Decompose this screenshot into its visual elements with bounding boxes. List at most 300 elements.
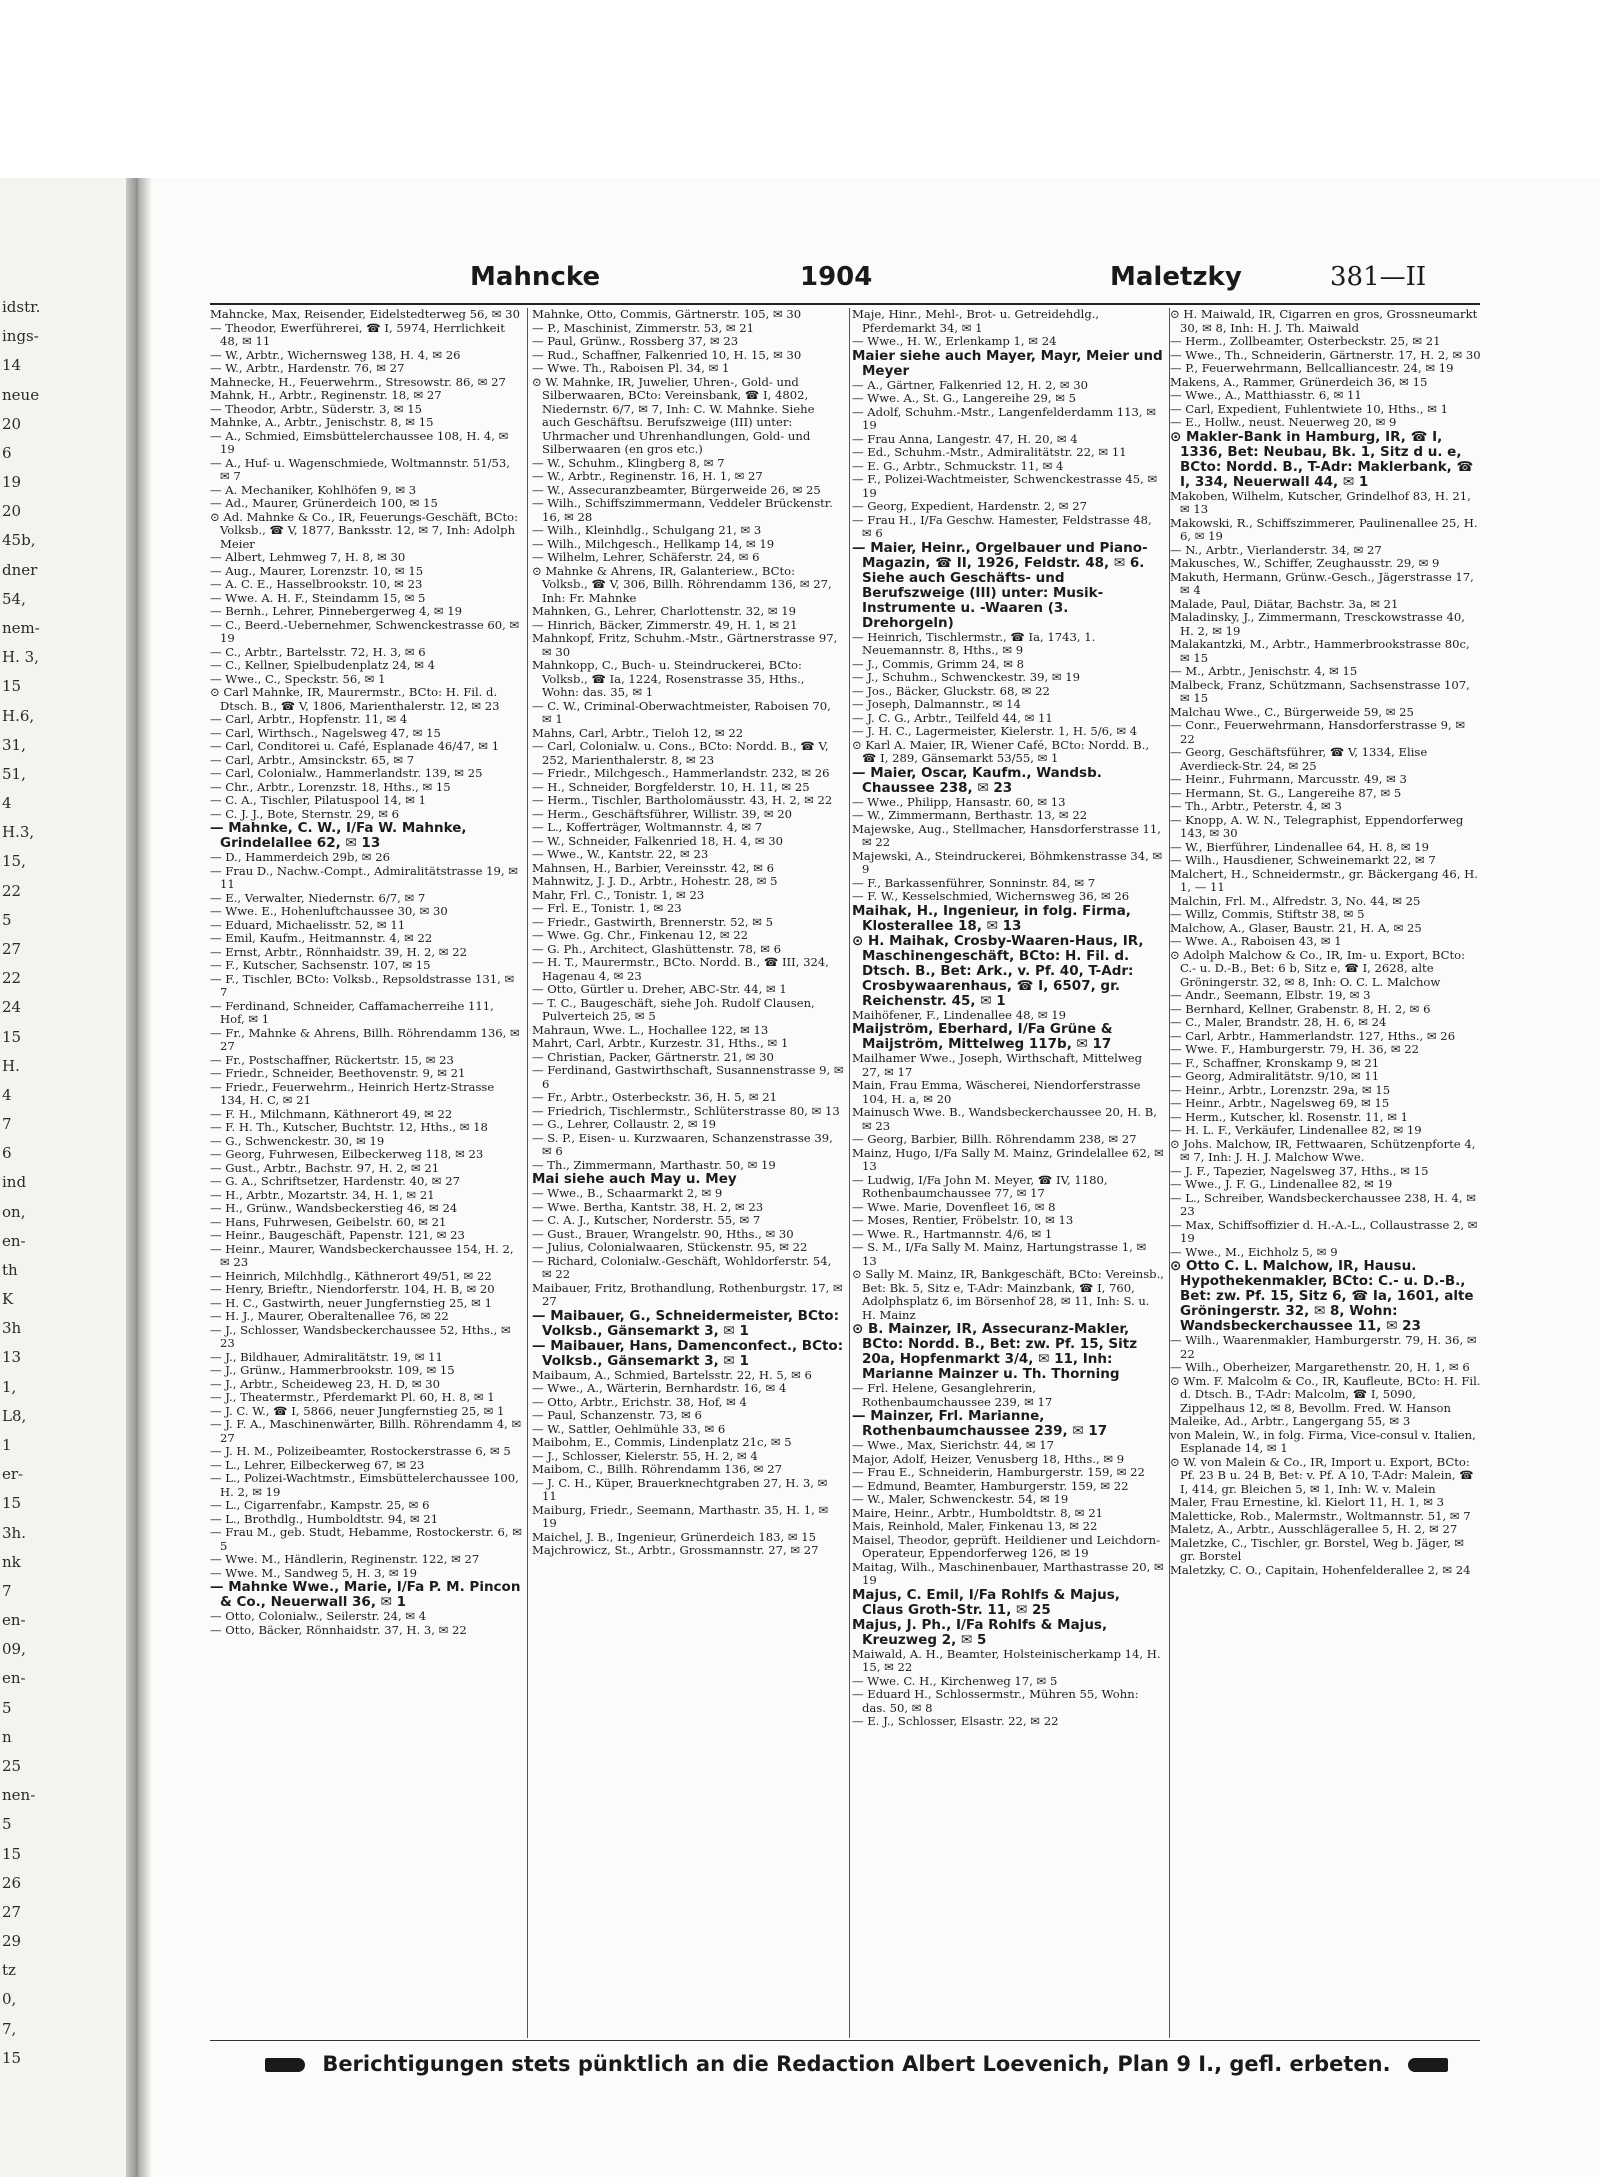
directory-entry: Maihak, H., Ingenieur, in folg. Firma, Klosterallee 18, ✉ 13 <box>852 902 1131 934</box>
previous-page-fragment: 3h. <box>2 1523 26 1542</box>
directory-entry: ⊙ B. Mainzer, IR, Assecuranz-Makler, BCto: Nordd. B., Bet: zw. Pf. 15, Sitz 20a, Hopfenmarkt 3/4, ✉ 11, Inh: Marianne Mainzer u. Th. Thorning <box>852 1321 1138 1382</box>
directory-entry: — Hans, Fuhrwesen, Geibelstr. 60, ✉ 21 <box>210 1214 447 1229</box>
directory-entry: — Paul, Schanzenstr. 73, ✉ 6 <box>532 1408 702 1422</box>
directory-entry: — H., Grünw., Wandsbeckerstieg 46, ✉ 24 <box>210 1201 458 1215</box>
directory-entry: — F., Barkassenführer, Sonninstr. 84, ✉ 7 <box>852 875 1096 890</box>
directory-entry: Mahnsen, H., Barbier, Vereinsstr. 42, ✉ 6 <box>532 860 774 875</box>
previous-page-fragment: 26 <box>2 1873 22 1892</box>
previous-page-fragment: nk <box>2 1552 21 1571</box>
directory-entry: — G., Schwenckestr. 30, ✉ 19 <box>210 1133 385 1148</box>
directory-entry: — A. C. E., Hasselbrookstr. 10, ✉ 23 <box>210 577 423 591</box>
directory-entry: — Otto, Arbtr., Erichstr. 38, Hof, ✉ 4 <box>532 1394 747 1409</box>
directory-entry: — Chr., Arbtr., Lorenzstr. 18, Hths., ✉ 15 <box>210 779 451 794</box>
previous-page-fragment: K <box>2 1290 14 1309</box>
directory-entry: — Fr., Postschaffner, Rückertstr. 15, ✉ 23 <box>210 1052 454 1067</box>
directory-entry: — Herm., Zollbeamter, Osterbeckstr. 25, ✉ 21 <box>1170 334 1441 348</box>
directory-entry: — Maibauer, G., Schneidermeister, BCto: Volksb., Gänsemarkt 3, ✉ 1 <box>532 1307 839 1339</box>
directory-entry: — Wwe. E., Hohenluftchaussee 30, ✉ 30 <box>210 904 448 918</box>
directory-entry: — Fr., Arbtr., Osterbeckstr. 36, H. 5, ✉ 21 <box>532 1090 778 1104</box>
directory-entry: Maihöfener, F., Lindenallee 48, ✉ 19 <box>852 1007 1066 1022</box>
directory-entry: — L., Kofferträger, Woltmannstr. 4, ✉ 7 <box>532 820 763 834</box>
previous-page-fragment: er- <box>2 1465 24 1484</box>
previous-page-fragment: 27 <box>2 1902 22 1921</box>
directory-entry: Maier siehe auch Mayer, Mayr, Meier und Meyer <box>852 347 1163 379</box>
previous-page-fragment: ind <box>2 1173 27 1192</box>
directory-entry: — F. H., Milchmann, Käthnerort 49, ✉ 22 <box>210 1106 453 1121</box>
directory-entry: — P., Maschinist, Zimmerstr. 53, ✉ 21 <box>532 320 755 335</box>
directory-entry: — Heinrich, Tischlermstr., ☎ Ia, 1743, 1. Neuemannstr. 8, Hths., ✉ 9 <box>852 629 1096 657</box>
directory-entry: — Ferdinand, Gastwirthschaft, Susannenstrasse 9, ✉ 6 <box>532 1063 844 1091</box>
previous-page-fragment: th <box>2 1260 18 1279</box>
directory-entry: Makoben, Wilhelm, Kutscher, Grindelhof 83, H. 21, ✉ 13 <box>1170 488 1471 516</box>
directory-entry: — F., Kutscher, Sachsenstr. 107, ✉ 15 <box>210 958 431 972</box>
previous-page-fragment: on, <box>2 1202 26 1221</box>
directory-entry: — Frau Anna, Langestr. 47, H. 20, ✉ 4 <box>852 431 1078 446</box>
directory-entry: — H., Arbtr., Mozartstr. 34, H. 1, ✉ 21 <box>210 1187 435 1202</box>
directory-entry: — Wwe. C. H., Kirchenweg 17, ✉ 5 <box>852 1673 1058 1688</box>
directory-entry: — M., Arbtr., Jenischstr. 4, ✉ 15 <box>1170 664 1358 678</box>
previous-page-fragment: 22 <box>2 881 22 900</box>
directory-entry: Maler, Frau Ernestine, kl. Kielort 11, H. 1, ✉ 3 <box>1170 1495 1445 1509</box>
directory-entry: — P., Feuerwehrmann, Bellcalliancestr. 24, ✉ 19 <box>1170 361 1454 375</box>
directory-entry: — Wilh., Kleinhdlg., Schulgang 21, ✉ 3 <box>532 523 762 537</box>
directory-entry: — D., Hammerdeich 29b, ✉ 26 <box>210 850 390 864</box>
directory-entry: — L., Brothdlg., Humboldtstr. 94, ✉ 21 <box>210 1511 439 1526</box>
directory-entry: — Wwe. M., Händlerin, Reginenstr. 122, ✉ 27 <box>210 1552 480 1566</box>
previous-page-fragment: nem- <box>2 618 40 637</box>
directory-entry: — E. J., Schlosser, Elsastr. 22, ✉ 22 <box>852 1714 1059 1728</box>
directory-entry: — Herm., Tischler, Bartholomäusstr. 43, H. 2, ✉ 22 <box>532 793 833 807</box>
directory-entry: — Eduard, Michaelisstr. 52, ✉ 11 <box>210 917 406 932</box>
directory-entry: — Henry, Brieftr., Niendorferstr. 104, H. B, ✉ 20 <box>210 1282 495 1296</box>
directory-entry: Mainz, Hugo, I/Fa Sally M. Mainz, Grindelallee 62, ✉ 13 <box>852 1145 1164 1173</box>
directory-entry: ⊙ W. von Malein & Co., IR, Import u. Export, BCto: Pf. 23 B u. 24 B, Bet: v. Pf. A 10, T-Adr: Malein, ☎ I, 414, gr. Bleichen 5, ✉ 1, Inh: W. v. Malein <box>1170 1454 1474 1496</box>
directory-entry: ⊙ W. Mahnke, IR, Juwelier, Uhren-, Gold- und Silberwaaren, BCto: Vereinsbank, ☎ I, 4802, Niedernstr. 6/7, ✉ 7, Inh: C. W. Mahnke. Siehe auch Geschäftsu. Berufszweige (III) unter: Uhrmacher und Uhrenhandlungen, Gold- und Silberwaaren (en gros etc.) <box>532 374 815 456</box>
directory-entry: Malchert, H., Schneidermstr., gr. Bäckergang 46, H. 1, — 11 <box>1170 866 1478 894</box>
directory-entry: — L., Lehrer, Eilbeckerweg 67, ✉ 23 <box>210 1457 425 1472</box>
directory-entry: — Friedr., Schneider, Beethovenstr. 9, ✉ 21 <box>210 1066 466 1080</box>
previous-page-fragment: 5 <box>2 910 12 929</box>
directory-entry: — Emil, Kaufm., Heitmannstr. 4, ✉ 22 <box>210 931 433 945</box>
directory-entry: Maletzky, C. O., Capitain, Hohenfelderallee 2, ✉ 24 <box>1170 1562 1471 1577</box>
directory-entry: ⊙ Sally M. Mainz, IR, Bankgeschäft, BCto: Vereinsb., Bet: Bk. 5, Sitz e, T-Adr: Mainzbank, ☎ I, 760, Adolphsplatz 6, im Börsenhof 28, ✉ 11, Inh: S. u. H. Mainz <box>852 1267 1164 1322</box>
directory-entry: Majus, C. Emil, I/Fa Rohlfs & Majus, Claus Groth-Str. 11, ✉ 25 <box>852 1586 1120 1618</box>
previous-page-fragment: en- <box>2 1669 26 1688</box>
directory-entry: Mahnke, Otto, Commis, Gärtnerstr. 105, ✉ 30 <box>532 308 802 321</box>
directory-entry: — A. Mechaniker, Kohlhöfen 9, ✉ 3 <box>210 482 417 497</box>
directory-entry: — Carl, Arbtr., Amsinckstr. 65, ✉ 7 <box>210 752 415 767</box>
directory-entry: Majewski, A., Steindruckerei, Böhmkenstrasse 34, ✉ 9 <box>852 848 1163 876</box>
previous-page-edge <box>0 178 138 2177</box>
directory-entry: — Wwe., W., Kantstr. 22, ✉ 23 <box>532 847 709 861</box>
directory-entry: Mahns, Carl, Arbtr., Tieloh 12, ✉ 22 <box>532 725 744 740</box>
previous-page-fragment: 14 <box>2 356 22 375</box>
directory-entry: Maleike, Ad., Arbtr., Langergang 55, ✉ 3 <box>1170 1414 1411 1428</box>
directory-entry: — Wwe., A., Wärterin, Bernhardstr. 16, ✉ 4 <box>532 1381 787 1395</box>
previous-page-fragment: en- <box>2 1611 26 1630</box>
previous-page-fragment: 29 <box>2 1932 22 1951</box>
directory-entry: Malchin, Frl. M., Alfredstr. 3, No. 44, ✉ 25 <box>1170 893 1421 908</box>
directory-entry: — C., Maler, Brandstr. 28, H. 6, ✉ 24 <box>1170 1015 1387 1029</box>
header-right-word: Maletzky <box>1110 262 1242 292</box>
directory-entry: ⊙ Otto C. L. Malchow, IR, Hausu. Hypothekenmakler, BCto: C.- u. D.-B., Bet: zw. Pf. 15, Sitz 6, ☎ Ia, 1601, alte Gröningerstr. 32, ✉ 8, Wohn: Wandsbeckerchaussee 11, ✉ 23 <box>1170 1258 1474 1334</box>
directory-entry: Maibom, C., Billh. Röhrendamm 136, ✉ 27 <box>532 1462 782 1476</box>
previous-page-fragment: 51, <box>2 764 26 783</box>
previous-page-fragment: 7 <box>2 1115 12 1134</box>
directory-entry: Maje, Hinr., Mehl-, Brot- u. Getreidehdlg., Pferdemarkt 34, ✉ 1 <box>852 308 1100 335</box>
directory-entry: — J. H. M., Polizeibeamter, Rostockerstrasse 6, ✉ 5 <box>210 1444 511 1458</box>
directory-entry: — H. T., Maurermstr., BCto. Nordd. B., ☎ III, 324, Hagenau 4, ✉ 23 <box>532 955 829 983</box>
directory-entry: — Ludwig, I/Fa John M. Meyer, ☎ IV, 1180, Rothenbaumchaussee 77, ✉ 17 <box>852 1172 1108 1200</box>
directory-entry: — A., Huf- u. Wagenschmiede, Woltmannstr. 51/53, ✉ 7 <box>210 455 510 483</box>
directory-entry: — Bernhard, Kellner, Grabenstr. 8, H. 2, ✉ 6 <box>1170 1001 1431 1016</box>
column-divider <box>849 308 850 2038</box>
directory-entry: Malakantzki, M., Arbtr., Hammerbrookstrasse 80c, ✉ 15 <box>1170 637 1470 665</box>
directory-entry: — Albert, Lehmweg 7, H. 8, ✉ 30 <box>210 550 406 564</box>
directory-entry: — Max, Schiffsoffizier d. H.-A.-L., Collaustrasse 2, ✉ 19 <box>1170 1217 1478 1245</box>
previous-page-fragment: 15 <box>2 677 22 696</box>
previous-page-fragment: H. 3, <box>2 648 39 667</box>
directory-entry: — W., Maler, Schwenckestr. 54, ✉ 19 <box>852 1492 1069 1506</box>
directory-entry: — Wwe., Th., Schneiderin, Gärtnerstr. 17, H. 2, ✉ 30 <box>1170 347 1481 362</box>
directory-entry: — G. Ph., Architect, Glashüttenstr. 78, ✉ 6 <box>532 941 782 956</box>
previous-page-fragment: 1, <box>2 1377 17 1396</box>
directory-entry: — W., Arbtr., Hardenstr. 76, ✉ 27 <box>210 361 405 375</box>
directory-entry: — Georg, Barbier, Billh. Röhrendamm 238, ✉ 27 <box>852 1132 1137 1146</box>
directory-entry: — A., Gärtner, Falkenried 12, H. 2, ✉ 30 <box>852 377 1089 392</box>
directory-entry: — Frl. Helene, Gesanglehrerin, Rothenbaumchaussee 239, ✉ 17 <box>852 1381 1053 1409</box>
directory-entry: — Friedrich, Tischlermstr., Schlüterstrasse 80, ✉ 13 <box>532 1103 840 1118</box>
directory-entry: — Christian, Packer, Gärtnerstr. 21, ✉ 30 <box>532 1049 774 1064</box>
directory-entry: — Herm., Geschäftsführer, Willistr. 39, ✉ 20 <box>532 806 793 821</box>
header-year: 1904 <box>800 262 873 292</box>
directory-entry: — Carl, Wirthsch., Nagelsweg 47, ✉ 15 <box>210 725 441 740</box>
directory-entry: Makens, A., Rammer, Grünerdeich 36, ✉ 15 <box>1170 374 1428 389</box>
directory-entry: — Heinr., Arbtr., Nagelsweg 69, ✉ 15 <box>1170 1096 1390 1110</box>
directory-entry: Majus, J. Ph., I/Fa Rohlfs & Majus, Kreuzweg 2, ✉ 5 <box>852 1616 1108 1648</box>
directory-entry: Mahr, Frl. C., Tonistr. 1, ✉ 23 <box>532 887 705 902</box>
directory-entry: — J., Commis, Grimm 24, ✉ 8 <box>852 656 1025 671</box>
previous-page-fragment: L8, <box>2 1406 27 1425</box>
directory-entry: Mai siehe auch May u. Mey <box>532 1171 737 1187</box>
directory-entry: — Wilh., Waarenmakler, Hamburgerstr. 79, H. 36, ✉ 22 <box>1170 1333 1477 1361</box>
directory-entry: Maiwald, A. H., Beamter, Holsteinischerkamp 14, H. 15, ✉ 22 <box>852 1646 1161 1674</box>
directory-entry: — Wwe. Gg. Chr., Finkenau 12, ✉ 22 <box>532 928 748 942</box>
directory-entry: — Wwe., H. W., Erlenkamp 1, ✉ 24 <box>852 334 1057 348</box>
directory-entry: ⊙ Johs. Malchow, IR, Fettwaaren, Schützenpforte 4, ✉ 7, Inh: J. H. J. Malchow Wwe. <box>1170 1136 1476 1164</box>
directory-entry: — L., Polizei-Wachtmstr., Eimsbüttelerchaussee 100, H. 2, ✉ 19 <box>210 1471 519 1499</box>
previous-page-fragment: en- <box>2 1231 26 1250</box>
directory-entry: Maladinsky, J., Zimmermann, Tresckowstrasse 40, H. 2, ✉ 19 <box>1170 610 1465 638</box>
directory-entry: — F., Tischler, BCto: Volksb., Repsoldstrasse 131, ✉ 7 <box>210 971 515 999</box>
directory-entry: — Wwe. A. H. F., Steindamm 15, ✉ 5 <box>210 590 426 605</box>
directory-entry: — Wilh., Oberheizer, Margarethenstr. 20, H. 1, ✉ 6 <box>1170 1360 1470 1374</box>
previous-page-fragment: n <box>2 1727 12 1746</box>
previous-page-fragment: ings- <box>2 327 39 346</box>
previous-page-fragment: 13 <box>2 1348 22 1367</box>
directory-entry: — Wilhelm, Lehrer, Schäferstr. 24, ✉ 6 <box>532 550 760 564</box>
directory-entry: — C. A., Tischler, Pilatuspool 14, ✉ 1 <box>210 793 426 807</box>
directory-entry: — J. H. C., Lagermeister, Kielerstr. 1, H. 5/6, ✉ 4 <box>852 724 1138 738</box>
directory-entry: — Aug., Maurer, Lorenzstr. 10, ✉ 15 <box>210 563 424 578</box>
directory-entry: Maibauer, Fritz, Brothandlung, Rothenburgstr. 17, ✉ 27 <box>532 1280 843 1308</box>
previous-page-fragment: 3h <box>2 1319 22 1338</box>
directory-entry: Maibohm, E., Commis, Lindenplatz 21c, ✉ 5 <box>532 1435 792 1449</box>
directory-entry: Maisel, Theodor, geprüft. Heildiener und Leichdorn-Operateur, Eppendorferweg 126, ✉ 19 <box>852 1532 1161 1560</box>
directory-entry: — Mahnke, C. W., I/Fa W. Mahnke, Grindelallee 62, ✉ 13 <box>210 820 467 851</box>
column-3 <box>852 308 1164 2038</box>
directory-entry: — Wwe. Marie, Dovenfleet 16, ✉ 8 <box>852 1199 1056 1214</box>
directory-entry: — Theodor, Ewerführerei, ☎ I, 5974, Herrlichkeit 48, ✉ 11 <box>210 320 505 348</box>
directory-entry: — Ernst, Arbtr., Rönnhaidstr. 39, H. 2, ✉ 22 <box>210 944 467 959</box>
directory-entry: — Frl. E., Tonistr. 1, ✉ 23 <box>532 901 682 915</box>
directory-entry: — H. L. F., Verkäufer, Lindenallee 82, ✉ 19 <box>1170 1123 1422 1137</box>
directory-entry: — Otto, Bäcker, Rönnhaidstr. 37, H. 3, ✉ 22 <box>210 1622 467 1637</box>
directory-entry: — E., Hollw., neust. Neuerweg 20, ✉ 9 <box>1170 415 1397 429</box>
directory-entry: Mahnken, G., Lehrer, Charlottenstr. 32, ✉ 19 <box>532 604 797 618</box>
directory-entry: Maletticke, Rob., Malermstr., Woltmannstr. 51, ✉ 7 <box>1170 1508 1471 1523</box>
previous-page-fragment: dner <box>2 560 38 579</box>
directory-entry: — Friedr., Milchgesch., Hammerlandstr. 232, ✉ 26 <box>532 766 830 780</box>
directory-entry: — J. C. G., Arbtr., Teilfeld 44, ✉ 11 <box>852 710 1053 725</box>
directory-entry: — J. C. H., Küper, Brauerknechtgraben 27, H. 3, ✉ 11 <box>532 1475 828 1503</box>
previous-page-fragment: 45b, <box>2 531 36 550</box>
directory-entry: — H., Schneider, Borgfelderstr. 10, H. 11, ✉ 25 <box>532 779 810 794</box>
directory-entry: — Mainzer, Frl. Marianne, Rothenbaumchaussee 239, ✉ 17 <box>852 1408 1108 1439</box>
directory-entry: Main, Frau Emma, Wäscherei, Niendorferstrasse 104, H. a, ✉ 20 <box>852 1078 1141 1106</box>
previous-page-fragment: 4 <box>2 1085 12 1104</box>
directory-entry: Mainusch Wwe. B., Wandsbeckerchaussee 20, H. B, ✉ 23 <box>852 1105 1157 1133</box>
directory-entry: Maire, Heinr., Arbtr., Humboldtstr. 8, ✉ 21 <box>852 1505 1103 1520</box>
directory-entry: — W., Schuhm., Klingberg 8, ✉ 7 <box>532 455 725 470</box>
directory-entry: Mahnkopp, C., Buch- u. Steindruckerei, BCto: Volksb., ☎ Ia, 1224, Rosenstrasse 35, Hths., Wohn: das. 35, ✉ 1 <box>532 658 805 699</box>
directory-entry: Malade, Paul, Diätar, Bachstr. 3a, ✉ 21 <box>1170 596 1399 611</box>
directory-entry: — Wilh., Milchgesch., Hellkamp 14, ✉ 19 <box>532 536 775 551</box>
directory-entry: — Wwe., J. F. G., Lindenallee 82, ✉ 19 <box>1170 1177 1393 1191</box>
directory-entry: Makuth, Hermann, Grünw.-Gesch., Jägerstrasse 17, ✉ 4 <box>1170 569 1474 597</box>
directory-entry: — Wwe., M., Eichholz 5, ✉ 9 <box>1170 1244 1338 1259</box>
page-gutter <box>126 178 138 2177</box>
previous-page-fragment: nen- <box>2 1786 36 1805</box>
previous-page-fragment: 7, <box>2 2019 17 2038</box>
directory-entry: — Maier, Heinr., Orgelbauer und Piano-Magazin, ☎ II, 1926, Feldstr. 48, ✉ 6. Siehe auch Geschäfts- und Berufszweige (III) unter: Musik-Instrumente u. -Waaren (3. Drehorgeln) <box>852 539 1148 631</box>
directory-entry: Maichel, J. B., Ingenieur, Grünerdeich 183, ✉ 15 <box>532 1529 816 1544</box>
directory-entry: ⊙ Wm. F. Malcolm & Co., IR, Kaufleute, BCto: H. Fil. d. Dtsch. B., T-Adr: Malcolm, ☎ I, 5090, Zippelhaus 12, ✉ 8, Bevollm. Fred. W. Hanson <box>1170 1373 1481 1415</box>
previous-page-fragment: 6 <box>2 443 12 462</box>
directory-entry: Mahnk, H., Arbtr., Reginenstr. 18, ✉ 27 <box>210 388 442 402</box>
previous-page-fragment: 31, <box>2 735 26 754</box>
directory-entry: — J. C. W., ☎ I, 5866, neuer Jungfernstieg 25, ✉ 1 <box>210 1403 505 1418</box>
directory-entry: — G. A., Schriftsetzer, Hardenstr. 40, ✉ 27 <box>210 1174 460 1188</box>
directory-entry: ⊙ Mahnke & Ahrens, IR, Galanteriew., BCto: Volksb., ☎ V, 306, Billh. Röhrendamm 136, ✉ 27, Inh: Fr. Mahnke <box>532 563 832 605</box>
directory-entry: — Frau H., I/Fa Geschw. Hamester, Feldstrasse 48, ✉ 6 <box>852 512 1152 540</box>
directory-entry: — Th., Arbtr., Peterstr. 4, ✉ 3 <box>1170 799 1342 813</box>
footer-rule <box>210 2040 1480 2041</box>
directory-entry: — C. A. J., Kutscher, Norderstr. 55, ✉ 7 <box>532 1213 761 1227</box>
directory-entry: — Heinrich, Milchhdlg., Käthnerort 49/51, ✉ 22 <box>210 1268 492 1283</box>
column-divider <box>527 308 528 2038</box>
directory-entry: — W., Sattler, Oehlmühle 33, ✉ 6 <box>532 1421 726 1436</box>
footer-notice <box>255 2052 1455 2076</box>
directory-entry: — Otto, Colonialw., Seilerstr. 24, ✉ 4 <box>210 1609 427 1623</box>
directory-entry: — Jos., Bäcker, Gluckstr. 68, ✉ 22 <box>852 683 1050 698</box>
directory-entry: — Paul, Grünw., Rossberg 37, ✉ 23 <box>532 334 739 348</box>
directory-entry: — Herm., Kutscher, kl. Rosenstr. 11, ✉ 1 <box>1170 1109 1409 1124</box>
directory-entry: Major, Adolf, Heizer, Venusberg 18, Hths., ✉ 9 <box>852 1451 1125 1466</box>
directory-entry: Mahrt, Carl, Arbtr., Kurzestr. 31, Hths., ✉ 1 <box>532 1036 789 1050</box>
directory-entry: ⊙ H. Maihak, Crosby-Waaren-Haus, IR, Maschinengeschäft, BCto: H. Fil. d. Dtsch. B., Bet: Ark., v. Pf. 40, T-Adr: Crosbywaarenhaus, ☎ I, 6507, gr. Reichenstr. 45, ✉ 1 <box>852 932 1144 1009</box>
directory-entry: — Frau E., Schneiderin, Hamburgerstr. 159, ✉ 22 <box>852 1465 1145 1479</box>
directory-entry: — Ferdinand, Schneider, Caffamacherreihe 111, Hof, ✉ 1 <box>210 998 494 1026</box>
directory-entry: — J., Arbtr., Scheideweg 23, H. D, ✉ 30 <box>210 1376 441 1391</box>
previous-page-fragment: 09, <box>2 1640 26 1659</box>
directory-entry: — Rud., Schaffner, Falkenried 10, H. 15, ✉ 30 <box>532 347 802 362</box>
previous-page-fragment: 15, <box>2 852 26 871</box>
directory-entry: — C. J. J., Bote, Sternstr. 29, ✉ 6 <box>210 806 400 821</box>
directory-entry: — T. C., Baugeschäft, siehe Joh. Rudolf Clausen, Pulverteich 25, ✉ 5 <box>532 995 815 1023</box>
pointing-hand-icon <box>265 2058 305 2072</box>
directory-entry: — G., Lehrer, Collaustr. 2, ✉ 19 <box>532 1117 717 1131</box>
directory-entry: — Fr., Mahnke & Ahrens, Billh. Röhrendamm 136, ✉ 27 <box>210 1025 520 1053</box>
page-gutter-shadow <box>138 178 152 2177</box>
header-rule <box>210 303 1480 305</box>
directory-entry: Maletzke, C., Tischler, gr. Borstel, Weg b. Jäger, ✉ gr. Borstel <box>1170 1535 1465 1563</box>
directory-entry: — C. W., Criminal-Oberwachtmeister, Raboisen 70, ✉ 1 <box>532 698 831 726</box>
header-left-word: Mahncke <box>470 262 601 292</box>
directory-entry: — C., Beerd.-Uebernehmer, Schwenckestrasse 60, ✉ 19 <box>210 617 520 645</box>
page-number: 381—II <box>1330 262 1427 292</box>
directory-entry: — Willz, Commis, Stiftstr 38, ✉ 5 <box>1170 907 1365 921</box>
previous-page-fragment: 25 <box>2 1757 22 1776</box>
directory-entry: — Edmund, Beamter, Hamburgerstr. 159, ✉ 22 <box>852 1478 1129 1493</box>
directory-entry: — Wwe., C., Speckstr. 56, ✉ 1 <box>210 671 386 686</box>
previous-page-fragment: 5 <box>2 1698 12 1717</box>
directory-entry: — Maibauer, Hans, Damenconfect., BCto: Volksb., Gänsemarkt 3, ✉ 1 <box>532 1337 844 1369</box>
directory-entry: — J., Schlosser, Wandsbeckerchaussee 52, Hths., ✉ 23 <box>210 1322 511 1350</box>
directory-entry: — F., Schaffner, Kronskamp 9, ✉ 21 <box>1170 1055 1380 1070</box>
column-2 <box>532 308 844 2038</box>
directory-entry: — Joseph, Dalmannstr., ✉ 14 <box>852 697 1021 711</box>
directory-entry: — Frau M., geb. Studt, Hebamme, Rostockerstr. 6, ✉ 5 <box>210 1525 522 1553</box>
directory-entry: — Georg, Expedient, Hardenstr. 2, ✉ 27 <box>852 499 1087 513</box>
directory-entry: — Wwe. F., Hamburgerstr. 79, H. 36, ✉ 22 <box>1170 1042 1420 1056</box>
directory-entry: — Gust., Arbtr., Bachstr. 97, H. 2, ✉ 21 <box>210 1160 440 1175</box>
directory-entry: — Heinr., Maurer, Wandsbeckerchaussee 154, H. 2, ✉ 23 <box>210 1241 514 1269</box>
directory-entry: — Knopp, A. W. N., Telegraphist, Eppendorferweg 143, ✉ 30 <box>1170 812 1464 840</box>
directory-entry: — S. M., I/Fa Sally M. Mainz, Hartungstrasse 1, ✉ 13 <box>852 1240 1147 1268</box>
previous-page-fragment: 19 <box>2 473 22 492</box>
directory-entry: Makowski, R., Schiffszimmerer, Paulinenallee 25, H. 6, ✉ 19 <box>1170 515 1478 543</box>
directory-entry: Maibaum, A., Schmied, Bartelsstr. 22, H. 5, ✉ 6 <box>532 1367 812 1382</box>
directory-entry: — Heinr., Fuhrmann, Marcusstr. 49, ✉ 3 <box>1170 772 1407 786</box>
directory-entry: — Bernh., Lehrer, Pinnebergerweg 4, ✉ 19 <box>210 604 463 618</box>
footer-text: Berichtigungen stets pünktlich an die Redaction Albert Loevenich, Plan 9 I., gefl. erbeten. <box>322 2052 1391 2076</box>
directory-entry: — Conr., Feuerwehrmann, Hansdorferstrasse 9, ✉ 22 <box>1170 718 1466 746</box>
directory-entry: — W., Assecuranzbeamter, Bürgerweide 26, ✉ 25 <box>532 482 821 497</box>
directory-entry: ⊙ Ad. Mahnke & Co., IR, Feuerungs-Geschäft, BCto: Volksb., ☎ V, 1877, Banksstr. 12, ✉ 7, Inh: Adolph Meier <box>210 509 519 551</box>
directory-entry: — C., Kellner, Spielbudenplatz 24, ✉ 4 <box>210 658 436 672</box>
directory-entry: Maitag, Wilh., Maschinenbauer, Marthastrasse 20, ✉ 19 <box>852 1559 1164 1587</box>
directory-entry: Mahnkopf, Fritz, Schuhm.-Mstr., Gärtnerstrasse 97, ✉ 30 <box>532 631 838 659</box>
previous-page-fragment: 27 <box>2 939 22 958</box>
directory-entry: — Moses, Rentier, Fröbelstr. 10, ✉ 13 <box>852 1213 1074 1227</box>
directory-entry: — Wilh., Schiffszimmermann, Veddeler Brückenstr. 16, ✉ 28 <box>532 496 833 524</box>
directory-entry: Maiburg, Friedr., Seemann, Marthastr. 35, H. 1, ✉ 19 <box>532 1502 829 1530</box>
directory-entry: — Andr., Seemann, Elbstr. 19, ✉ 3 <box>1170 988 1371 1002</box>
directory-entry: — E. G., Arbtr., Schmuckstr. 11, ✉ 4 <box>852 458 1064 473</box>
directory-entry: — J., Theatermstr., Pferdemarkt Pl. 60, H. 8, ✉ 1 <box>210 1390 495 1404</box>
previous-page-fragment: 24 <box>2 998 22 1017</box>
previous-page-fragment: H.6, <box>2 706 35 725</box>
directory-entry: — Wwe., Max, Sierichstr. 44, ✉ 17 <box>852 1438 1054 1452</box>
previous-page-fragment: idstr. <box>2 298 41 316</box>
directory-entry: — J., Schuhm., Schwenckestr. 39, ✉ 19 <box>852 670 1081 684</box>
previous-page-fragment: 6 <box>2 1144 12 1163</box>
directory-entry: — J. F., Tapezier, Nagelsweg 37, Hths., ✉ 15 <box>1170 1163 1429 1178</box>
directory-entry: — J. F. A., Maschinenwärter, Billh. Röhrendamm 4, ✉ 27 <box>210 1417 522 1445</box>
directory-entry: — Maier, Oscar, Kaufm., Wandsb. Chaussee 238, ✉ 23 <box>852 764 1102 796</box>
directory-entry: — Richard, Colonialw.-Geschäft, Wohldorferstr. 54, ✉ 22 <box>532 1253 832 1281</box>
directory-entry: — L., Cigarrenfabr., Kampstr. 25, ✉ 6 <box>210 1498 430 1512</box>
directory-entry: — S. P., Eisen- u. Kurzwaaren, Schanzenstrasse 39, ✉ 6 <box>532 1130 833 1158</box>
directory-entry: — Wwe. M., Sandweg 5, H. 3, ✉ 19 <box>210 1565 418 1580</box>
directory-entry: — Adolf, Schuhm.-Mstr., Langenfelderdamm 113, ✉ 19 <box>852 404 1156 432</box>
directory-entry: von Malein, W., in folg. Firma, Vice-consul v. Italien, Esplanade 14, ✉ 1 <box>1170 1427 1476 1455</box>
directory-entry: Mahncke, Max, Reisender, Eidelstedterweg 56, ✉ 30 <box>210 308 520 321</box>
previous-page-fragment: 15 <box>2 1027 22 1046</box>
directory-entry: Maijström, Eberhard, I/Fa Grüne & Maijström, Mittelweg 117b, ✉ 17 <box>852 1021 1113 1052</box>
directory-entry: — A., Schmied, Eimsbüttelerchaussee 108, H. 4, ✉ 19 <box>210 428 509 456</box>
directory-entry: Mais, Reinhold, Maler, Finkenau 13, ✉ 22 <box>852 1519 1098 1533</box>
directory-entry: Mahraun, Wwe. L., Hochallee 122, ✉ 13 <box>532 1022 769 1037</box>
directory-entry: — Wwe., A., Matthiasstr. 6, ✉ 11 <box>1170 388 1362 402</box>
previous-page-fragment: 22 <box>2 969 22 988</box>
column-1 <box>210 308 522 2038</box>
directory-entry: Malchow, A., Glaser, Baustr. 21, H. A, ✉ 25 <box>1170 920 1422 935</box>
directory-entry: ⊙ Makler-Bank in Hamburg, IR, ☎ I, 1336, Bet: Neubau, Bk. 1, Sitz d u. e, BCto: Nordd. B., T-Adr: Maklerbank, ☎ I, 334, Neuerwall 44, ✉ 1 <box>1170 428 1474 490</box>
directory-entry: ⊙ Adolph Malchow & Co., IR, Im- u. Export, BCto: C.- u. D.-B., Bet: 6 b, Sitz e, ☎ I, 2628, alte Gröningerstr. 32, ✉ 8, Inh: O. C. L. Malchow <box>1170 947 1466 989</box>
directory-entry: — Carl, Expedient, Fuhlentwiete 10, Hths., ✉ 1 <box>1170 401 1448 416</box>
directory-entry: — Carl, Colonialw. u. Cons., BCto: Nordd. B., ☎ V, 252, Marienthalerstr. 8, ✉ 23 <box>532 739 829 767</box>
directory-entry: — Wwe., Philipp, Hansastr. 60, ✉ 13 <box>852 794 1066 809</box>
directory-entry: Majchrowicz, St., Arbtr., Grossmannstr. 27, ✉ 27 <box>532 1543 819 1557</box>
directory-entry: ⊙ Karl A. Maier, IR, Wiener Café, BCto: Nordd. B., ☎ I, 289, Gänsemarkt 53/55, ✉ 1 <box>852 737 1150 765</box>
directory-entry: — Ed., Schuhm.-Mstr., Admiralitätstr. 22, ✉ 11 <box>852 445 1127 459</box>
previous-page-fragment: 5 <box>2 1815 12 1834</box>
directory-entry: Malchau Wwe., C., Bürgerweide 59, ✉ 25 <box>1170 704 1414 719</box>
previous-page-fragment: tz <box>2 1961 16 1980</box>
directory-entry: — Wwe., B., Schaarmarkt 2, ✉ 9 <box>532 1186 723 1200</box>
previous-page-fragment: 15 <box>2 1494 22 1513</box>
directory-entry: — Georg, Admiralitätstr. 9/10, ✉ 11 <box>1170 1069 1380 1083</box>
pointing-hand-icon <box>1408 2058 1448 2072</box>
previous-page-fragment: 15 <box>2 2048 22 2067</box>
previous-page-fragment: 7 <box>2 1581 12 1600</box>
directory-entry: — C., Arbtr., Bartelsstr. 72, H. 3, ✉ 6 <box>210 644 426 659</box>
directory-entry: — F., Polizei-Wachtmeister, Schwenckestrasse 45, ✉ 19 <box>852 472 1158 500</box>
directory-entry: Majewske, Aug., Stellmacher, Hansdorferstrasse 11, ✉ 22 <box>852 821 1161 849</box>
directory-entry: — F. H. Th., Kutscher, Buchtstr. 12, Hths., ✉ 18 <box>210 1120 488 1134</box>
directory-entry: — Heinr., Arbtr., Lorenzstr. 29a, ✉ 15 <box>1170 1082 1391 1097</box>
directory-entry: — J., Bildhauer, Admiralitätstr. 19, ✉ 11 <box>210 1349 443 1364</box>
directory-entry: — Carl, Arbtr., Hopfenstr. 11, ✉ 4 <box>210 712 408 726</box>
directory-entry: — Hinrich, Bäcker, Zimmerstr. 49, H. 1, ✉ 21 <box>532 617 798 632</box>
directory-entry: Maletz, A., Arbtr., Ausschlägerallee 5, H. 2, ✉ 27 <box>1170 1522 1458 1536</box>
directory-entry: — Wwe. A., Raboisen 43, ✉ 1 <box>1170 934 1342 948</box>
previous-page-fragment: 15 <box>2 1844 22 1863</box>
directory-entry: — Gust., Brauer, Wrangelstr. 90, Hths., ✉ 30 <box>532 1226 794 1241</box>
previous-page-fragment: 1 <box>2 1436 12 1455</box>
